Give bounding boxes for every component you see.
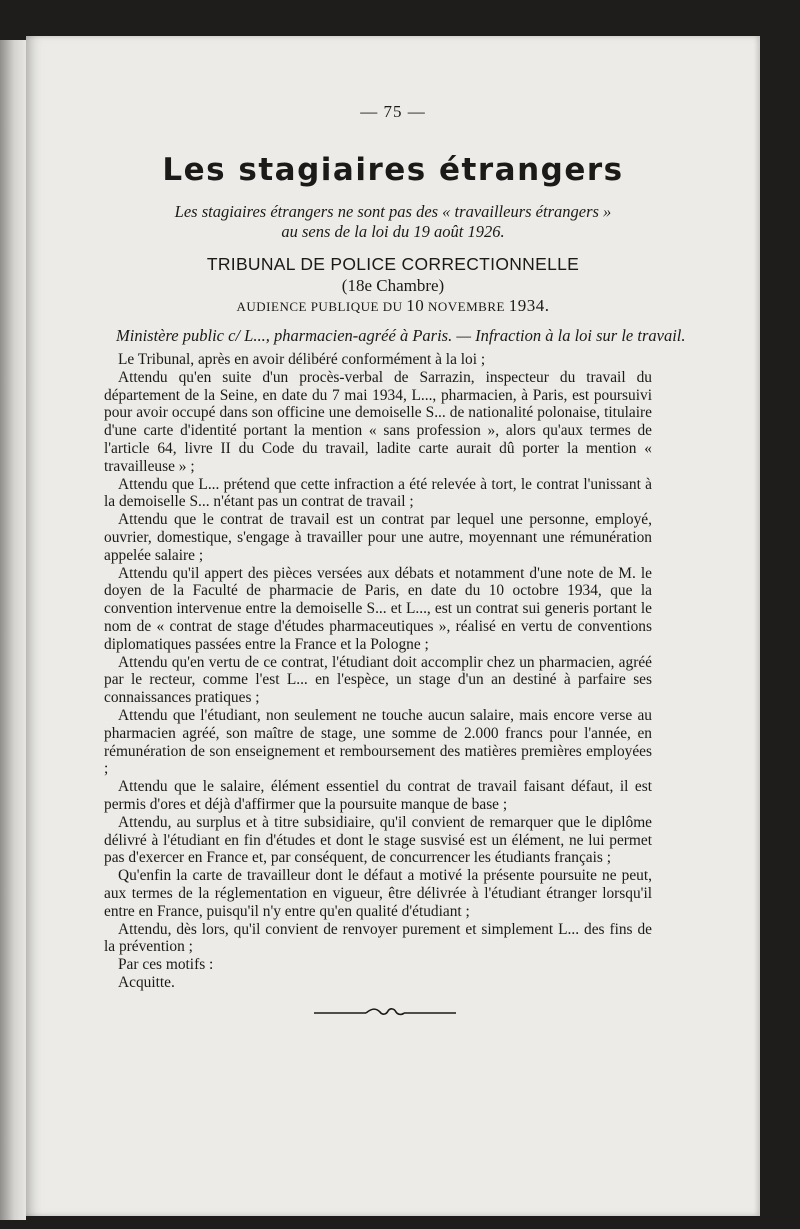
hearing-month: NOVEMBRE: [424, 299, 509, 314]
paragraph: Attendu qu'il appert des pièces versées aux débats et notamment d'une note de M. le doyen de la Faculté de pharmacie de Paris, en date du 10 octobre 1934, que la convention intervenue entre la demoiselle S... et L..., est un contrat sui generis portant le nom de « contrat de stage d'études pharmaceutiques », réalisé en vertu de conventions diplomatiques passées entre la France et la Pologne ;: [104, 564, 652, 653]
subtitle-line-2: au sens de la loi du 19 août 1926.: [281, 222, 505, 241]
paragraph: Le Tribunal, après en avoir délibéré conformément à la loi ;: [118, 351, 486, 368]
paragraph: Qu'enfin la carte de travailleur dont le défaut a motivé la présente poursuite ne peut, aux termes de la réglementation en vigueur, être délivrée à l'étudiant étranger lorsqu'il entre en France, puisqu'il n'y entre qu'en qualité d'étudiant ;: [104, 867, 652, 920]
paragraph: Attendu qu'en vertu de ce contrat, l'étudiant doit accomplir chez un pharmacien, agréé par le recteur, comme l'est L... en l'espèce, un stage d'un an destiné à parfaire ses connaissances pratiques ;: [104, 653, 652, 707]
page-title: Les stagiaires étrangers: [162, 152, 624, 188]
page-number: — 75 —: [360, 102, 426, 121]
hearing-prefix: AUDIENCE PUBLIQUE DU: [236, 299, 407, 314]
chamber: (18e Chambre): [341, 276, 445, 295]
paragraph: Attendu, au surplus et à titre subsidiaire, qu'il convient de remarquer que le diplôme délivré à l'étudiant en fin d'études et dont le stage susvisé est un élément, ne lui permet pas d'exercer en France et, par conséquent, de concurrencer les étudiants français ;: [104, 813, 652, 867]
paragraph: Par ces motifs :: [118, 956, 214, 974]
document-page: [26, 36, 760, 1216]
paragraph: Attendu qu'en suite d'un procès-verbal de Sarrazin, inspecteur du travail du département de la Seine, en date du 7 mai 1934, L..., pharmacien, à Paris, est poursuivi pour avoir occupé dans son officine une demoiselle S... de nationalité polonaise, titulaire d'une carte d'identité portant la mention « sans profession », alors qu'aux termes de l'article 64, livre II du Code du travail, ladite carte aurait dû porter la mention « travailleuse » ;: [104, 368, 652, 475]
facing-page-edge: [0, 40, 26, 1220]
subtitle: [26, 202, 760, 242]
paragraph: Attendu que le salaire, élément essentiel du contrat de travail faisant défaut, il est permis d'ores et déjà d'affirmer que la poursuite manque de base ;: [104, 778, 652, 813]
paragraph: Attendu que L... prétend que cette infraction a été relevée à tort, le contrat l'unissant à la demoiselle S... n'étant pas un contrat de travail ;: [104, 475, 652, 511]
subtitle-line-1: Les stagiaires étrangers ne sont pas des « travailleurs étrangers »: [174, 202, 612, 221]
case-heading: Ministère public c/ L..., pharmacien-agréé à Paris. — Infraction à la loi sur le travail.: [116, 326, 686, 345]
ornament-divider: [314, 1006, 456, 1018]
court-name: TRIBUNAL DE POLICE CORRECTIONNELLE: [206, 254, 580, 274]
paragraph: Attendu que l'étudiant, non seulement ne touche aucun salaire, mais encore verse au pharmacien agréé, son maître de stage, une somme de 2.000 francs pour l'année, en rémunération de son enseignement et remboursement des matières premières employées ;: [104, 706, 652, 778]
paragraph: Attendu que le contrat de travail est un contrat par lequel une personne, employé, ouvrier, domestique, s'engage à travailler pour une autre, moyennant une rémunération appelée salaire ;: [104, 511, 652, 564]
hearing-day: 10: [406, 296, 425, 315]
paragraph: Acquitte.: [118, 973, 175, 991]
hearing-date: [26, 296, 760, 316]
judgment-body: [104, 351, 652, 992]
paragraph: Attendu, dès lors, qu'il convient de renvoyer purement et simplement L... des fins de la prévention ;: [104, 920, 652, 956]
hearing-year: 1934.: [508, 296, 550, 315]
